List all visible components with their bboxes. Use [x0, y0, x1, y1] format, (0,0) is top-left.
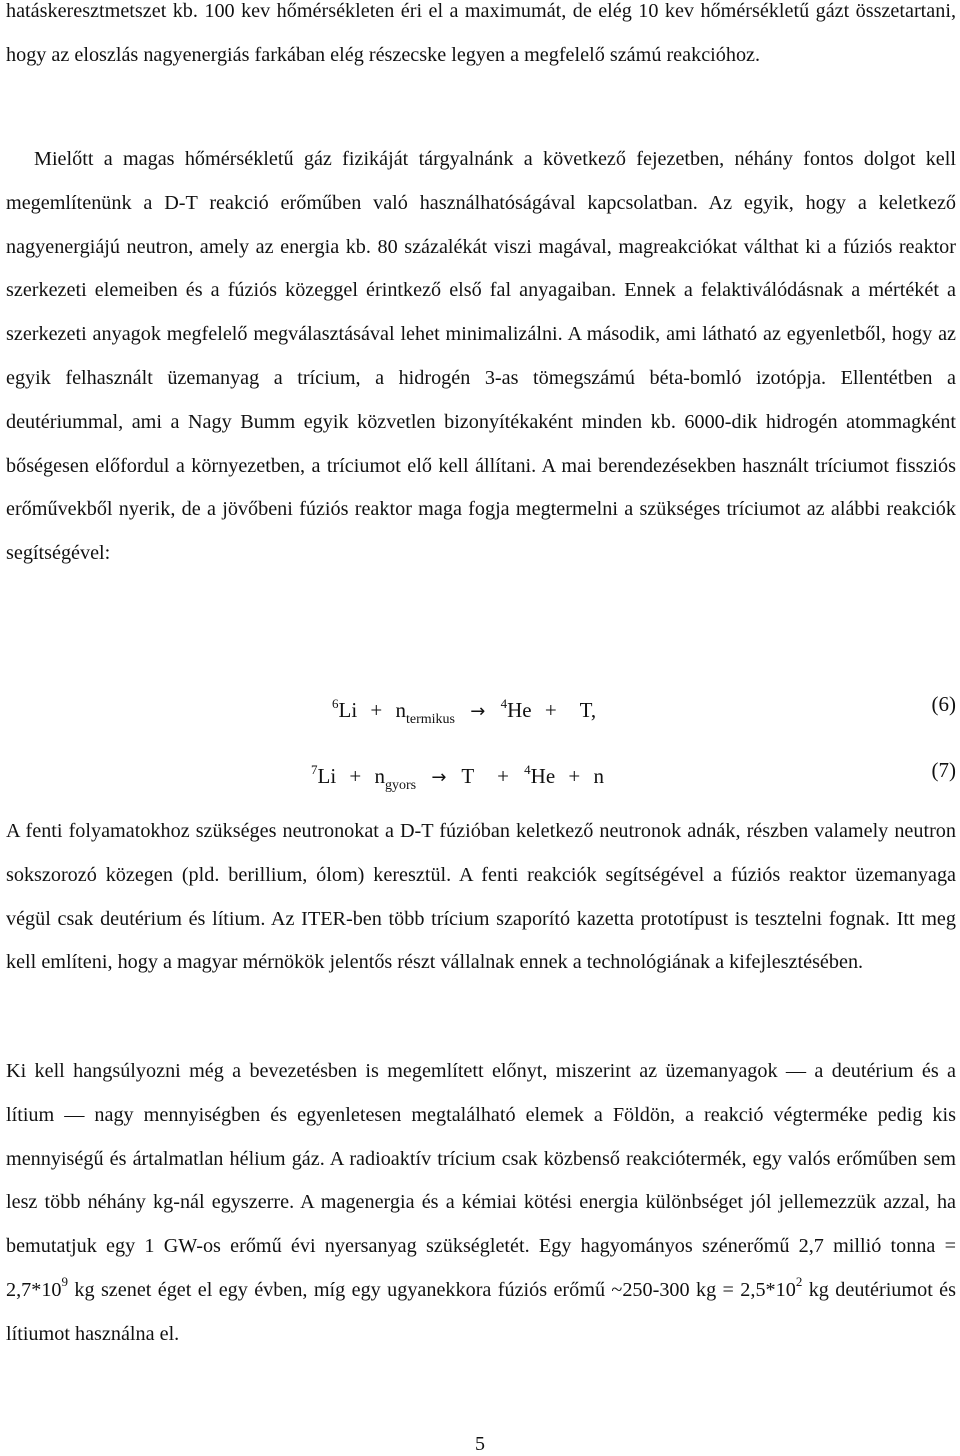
paragraph-breeding: A fenti folyamatokhoz szükséges neutronokat a D-T fúzióban keletkező neutronok adnák, részben valamely neutron sokszorozó közegen (pld. berillium, ólom) keresztül. A fenti reakciók segítségével a fúziós reaktor üzemanyaga végül csak deutérium és lítium. Az ITER-ben több trícium szaporító kazetta prototípust is tesztelni fognak. Itt meg kell említeni, hogy a magyar mérnökök jelentős részt vállalnak ennek a technológiának a kifejlesztésében. [6, 820, 956, 974]
text-segment: kg szenet éget el egy évben, míg egy ugyanekkora fúziós erőmű ~250-300 kg = 2,5*10 [68, 1278, 796, 1301]
plus-sign: + [544, 698, 557, 722]
helium-symbol: He [530, 764, 556, 788]
plus-sign: + [370, 698, 383, 722]
he4-mass-number: 4 [500, 696, 508, 711]
neutron-symbol-product: n [593, 764, 604, 788]
equation-7-expression [311, 750, 604, 806]
tritium-symbol: T [461, 764, 474, 788]
paragraph-fuel-comparison [6, 1050, 956, 1357]
equation-6-expression [332, 684, 596, 740]
neutron-subscript: termikus [406, 712, 456, 727]
reaction-arrow: → [431, 767, 447, 788]
text-segment: kg deutériumot és lítiumot használna el. [6, 1278, 956, 1345]
paragraph-dt-reaction: Mielőtt a magas hőmérsékletű gáz fizikáját tárgyalnánk a következő fejezetben, néhány fontos dolgot kell megemlítenünk a D-T reakció erőműben való használhatóságával kapcsolatban. Az egyik, hogy a keletkező nagyenergiájú neutron, amely az energia kb. 80 százalékát viszi magával, magreakciókat válthat ki a fúziós reaktor szerkezeti elemeiben és a fúziós közeggel érintkező első fal anyagaiban. Ennek a felaktiválódásnak a mértékét a szerkezeti anyagok megfelelő megválasztásával lehet minimalizálni. A második, ami látható az egyenletből, hogy az egyik felhasznált üzemanyag a trícium, a hidrogén 3-as tömegszámú béta-bomló izotópja. Ellentétben a deutériummal, ami a Nagy Bumm egyik közvetlen bizonyítékaként minden kb. 6000-dik hidrogén atommagként bőségesen előfordul a környezetben, a tríciumot elő kell állítani. A mai berendezésekben használt tríciumot fissziós erőművekből nyerik, de a jövőbeni fúziós reaktor maga fogja megtermelni a szükséges tríciumot az alábbi reakciók segítségével: [6, 148, 956, 565]
he4-mass-number: 4 [524, 762, 531, 777]
helium-symbol: He [507, 698, 532, 722]
equation-6 [6, 684, 956, 727]
li6-mass-number: 6 [332, 696, 339, 711]
equation-number-7: (7) [931, 758, 956, 782]
equation-number-6: (6) [931, 692, 956, 716]
plus-sign: + [568, 764, 581, 788]
page-number: 5 [475, 1433, 485, 1455]
li7-mass-number: 7 [311, 762, 318, 777]
neutron-symbol: n [374, 764, 386, 788]
paragraph-cross-section: hatáskeresztmetszet kb. 100 kev hőmérsékleten éri el a maximumát, de elég 10 kev hőmérsékletű gázt összetartani, hogy az eloszlás nagyenergiás farkában elég részecske legyen a megfelelő számú reakcióhoz. [6, 0, 956, 66]
neutron-symbol: n [395, 698, 407, 722]
tritium-symbol: T, [579, 698, 597, 722]
plus-sign: + [497, 764, 509, 788]
reaction-arrow: → [470, 701, 486, 722]
exponent: 9 [61, 1273, 69, 1289]
equation-7 [6, 750, 956, 793]
lithium-symbol: Li [317, 764, 337, 788]
text-segment: Ki kell hangsúlyozni még a bevezetésben is megemlített előnyt, miszerint az üzemanyagok — a deutérium és a lítium — nagy mennyiségben és egyenletesen megtalálható elemek a Földön, a reakció végterméke pedig kis mennyiségű és ártalmatlan hélium gáz. A radioaktív trícium csak közbenső reakciótermék, egy valós erőműben sem lesz több néhány kg-nál egyszerre. A magenergia és a kémiai kötési energia különbséget jól jellemezzük azzal, ha bemutatjuk egy 1 GW-os erőmű évi nyersanyag szükségletét. Egy hagyományos szénerőmű 2,7 millió tonna = 2,7*10 [6, 1060, 956, 1301]
neutron-subscript: gyors [385, 778, 417, 793]
plus-sign: + [349, 764, 362, 788]
exponent: 2 [795, 1273, 803, 1289]
lithium-symbol: Li [338, 698, 358, 722]
